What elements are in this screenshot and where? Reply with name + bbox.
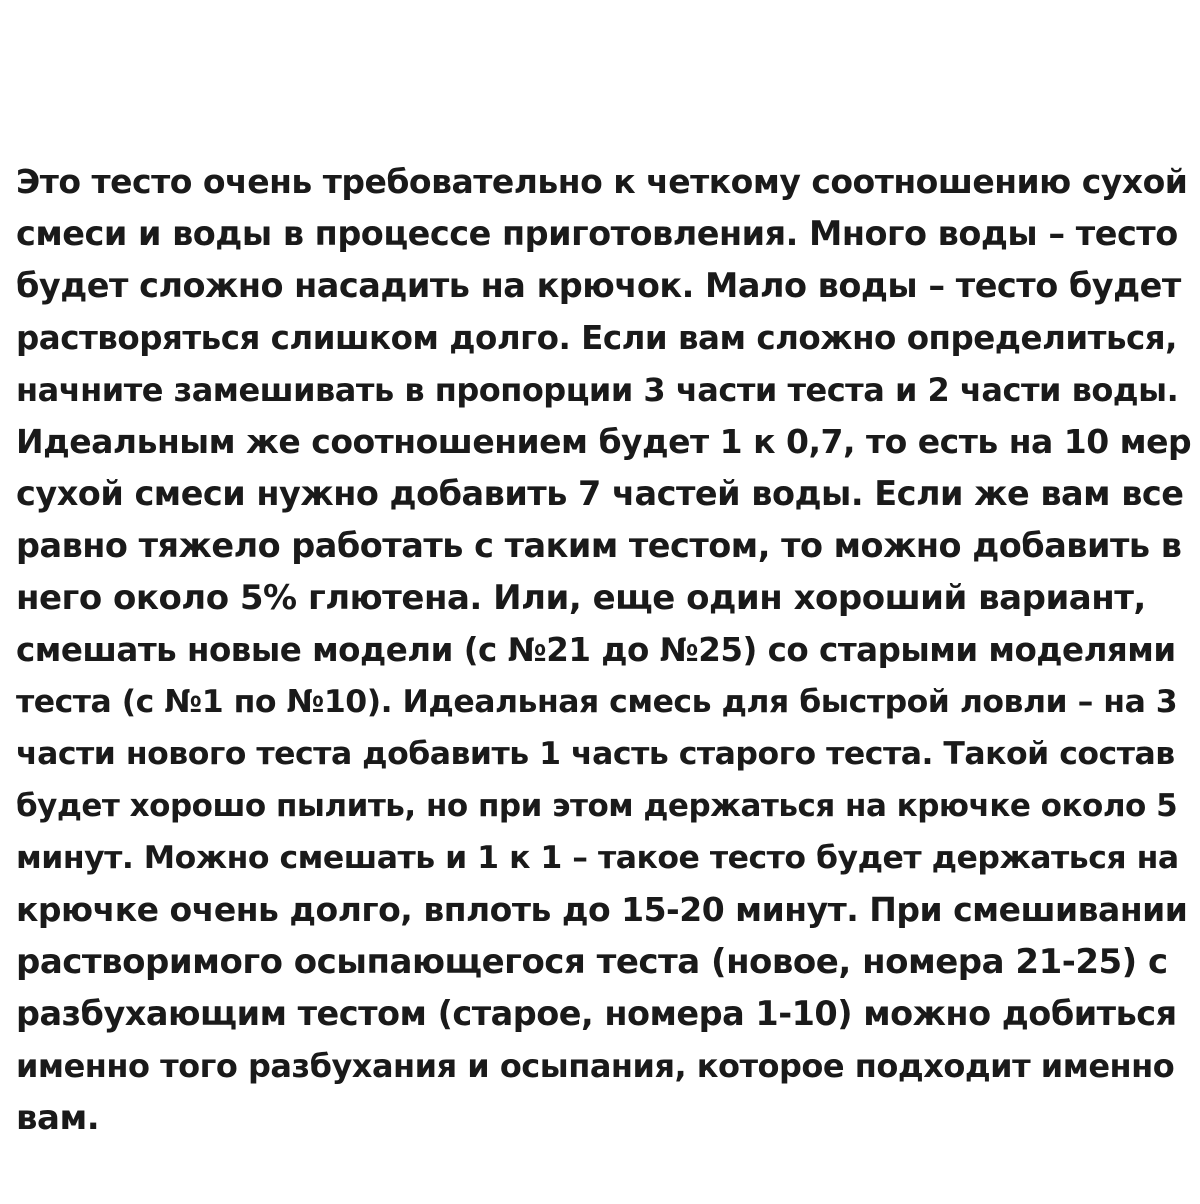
- text-line-4: растворяться слишком долго. Если вам сложно определиться,: [16, 319, 1178, 357]
- text-line-2: смеси и воды в процессе приготовления. Много воды – тесто: [16, 214, 1178, 253]
- text-line-18: именно того разбухания и осыпания, которое подходит именно: [16, 1047, 1175, 1085]
- text-line-8: равно тяжело работать с таким тестом, то можно добавить в: [16, 526, 1182, 565]
- text-line-10: смешать новые модели (с №21 до №25) со старыми моделями: [16, 631, 1176, 669]
- text-line-5: начните замешивать в пропорции 3 части теста и 2 части воды.: [16, 371, 1179, 409]
- text-line-6: Идеальным же соотношением будет 1 к 0,7, то есть на 10 мер: [16, 422, 1192, 461]
- text-line-15: крючке очень долго, вплоть до 15-20 минут. При смешивании: [16, 890, 1188, 929]
- text-line-14: минут. Можно смешать и 1 к 1 – такое тесто будет держаться на: [16, 840, 1179, 876]
- text-line-12: части нового теста добавить 1 часть старого теста. Такой состав: [16, 736, 1175, 772]
- text-line-19: вам.: [16, 1098, 100, 1138]
- text-line-3: будет сложно насадить на крючок. Мало воды – тесто будет: [16, 266, 1181, 305]
- text-line-1: Это тесто очень требовательно к четкому соотношению сухой: [16, 162, 1188, 201]
- text-line-16: растворимого осыпающегося теста (новое, номера 21-25) с: [16, 942, 1168, 982]
- text-line-11: теста (с №1 по №10). Идеальная смесь для быстрой ловли – на 3: [16, 684, 1178, 720]
- text-line-7: сухой смеси нужно добавить 7 частей воды. Если же вам все: [16, 474, 1184, 513]
- text-line-13: будет хорошо пылить, но при этом держаться на крючке около 5: [16, 788, 1178, 824]
- text-line-9: него около 5% глютена. Или, еще один хороший вариант,: [16, 578, 1146, 618]
- article-text: [16, 156, 1191, 1144]
- text-line-17: разбухающим тестом (старое, номера 1-10) можно добиться: [16, 994, 1177, 1033]
